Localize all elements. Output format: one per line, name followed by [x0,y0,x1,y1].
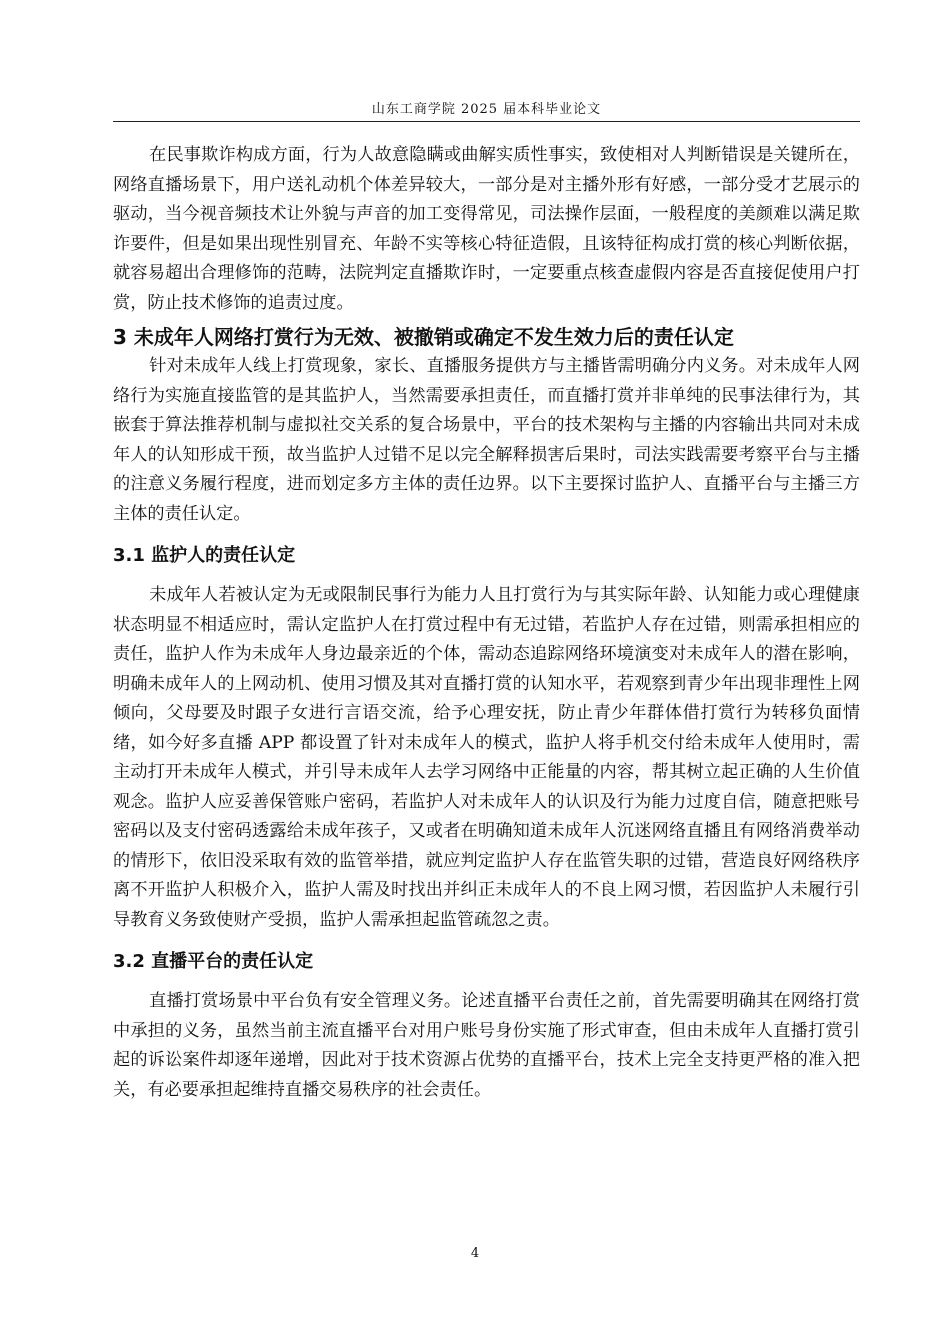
paragraph-platform-liability: 直播打赏场景中平台负有安全管理义务。论述直播平台责任之前，首先需要明确其在网络打赏中承担的义务，虽然当前主流直播平台对用户账号身份实施了形式审查，但由未成年人直播打赏引起的诉讼案件却逐年递增，因此对于技术资源占优势的直播平台，技术上完全支持更严格的准入把关，有必要承担起维持直播交易秩序的社会责任。 [113,991,860,1100]
section-heading-3: 3 未成年人网络打赏行为无效、被撤销或确定不发生效力后的责任认定 [113,325,734,349]
subsection-heading-3-2: 3.2 直播平台的责任认定 [113,951,314,972]
header-divider [113,121,860,122]
paragraph-civil-fraud: 在民事欺诈构成方面，行为人故意隐瞒或曲解实质性事实，致使相对人判断错误是关键所在，网络直播场景下，用户送礼动机个体差异较大，一部分是对主播外形有好感，一部分受才艺展示的驱动，当今视音频技术让外貌与声音的加工变得常见，司法操作层面，一般程度的美颜难以满足欺诈要件，但是如果出现性别冒充、年龄不实等核心特征造假，且该特征构成打赏的核心判断依据，就容易超出合理修饰的范畴，法院判定直播欺诈时，一定要重点核查虚假内容是否直接促使用户打赏，防止技术修饰的追责过度。 [113,145,860,313]
paragraph-section-3-intro: 针对未成年人线上打赏现象，家长、直播服务提供方与主播皆需明确分内义务。对未成年人网络行为实施直接监管的是其监护人，当然需要承担责任，而直播打赏并非单纯的民事法律行为，其嵌套于算法推荐机制与虚拟社交关系的复合场景中，平台的技术架构与主播的内容输出共同对未成年人的认知形成干预，故当监护人过错不足以完全解释损害后果时，司法实践需要考察平台与主播的注意义务履行程度，进而划定多方主体的责任边界。以下主要探讨监护人、直播平台与主播三方主体的责任认定。 [113,356,860,524]
body-content [113,141,860,1105]
paragraph-guardian-liability: 未成年人若被认定为无或限制民事行为能力人且打赏行为与其实际年龄、认知能力或心理健康状态明显不相适应时，需认定监护人在打赏过程中有无过错，若监护人存在过错，则需承担相应的责任，监护人作为未成年人身边最亲近的个体，需动态追踪网络环境演变对未成年人的潜在影响，明确未成年人的上网动机、使用习惯及其对直播打赏的认知水平，若观察到青少年出现非理性上网倾向，父母要及时跟子女进行言语交流，给予心理安抚，防止青少年群体借打赏行为转移负面情绪，如今好多直播 APP 都设置了针对未成年人的模式，监护人将手机交付给未成年人使用时，需主动打开未成年人模式，并引导未成年人去学习网络中正能量的内容，帮其树立起正确的人生价值观念。监护人应妥善保管账户密码，若监护人对未成年人的认识及行为能力过度自信，随意把账号密码以及支付密码透露给未成年孩子，又或者在明确知道未成年人沉迷网络直播且有网络消费举动的情形下，依旧没采取有效的监管举措，就应判定监护人存在监管失职的过错，营造良好网络秩序离不开监护人积极介入，监护人需及时找出并纠正未成年人的不良上网习惯，若因监护人未履行引导教育义务致使财产受损，监护人需承担起监管疏忽之责。 [113,585,860,930]
subsection-heading-3-1: 3.1 监护人的责任认定 [113,545,296,566]
running-header: 山东工商学院 2025 届本科毕业论文 [371,102,602,117]
page-number: 4 [470,1246,480,1261]
